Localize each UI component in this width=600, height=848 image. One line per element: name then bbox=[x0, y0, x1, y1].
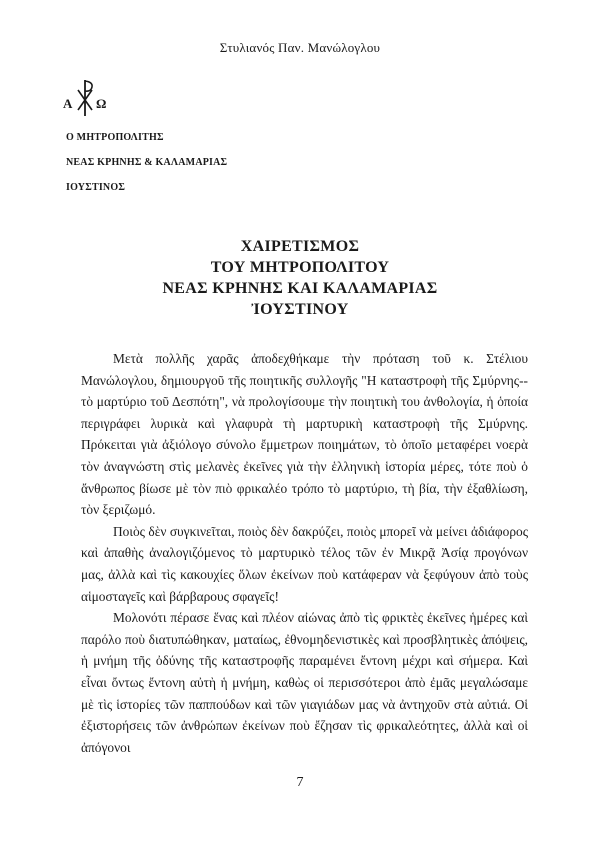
running-head: Στυλιανός Παν. Μανώλογλου bbox=[219, 40, 381, 55]
document-title bbox=[0, 236, 600, 320]
chi-rho-alpha-omega-emblem bbox=[60, 78, 110, 118]
title-line-4: ἸΟΥΣΤΙΝΟΥ bbox=[251, 301, 349, 318]
paragraph-2: Ποιὸς δὲν συγκινεῖται, ποιὸς δὲν δακρύζει, ποιὸς μπορεῖ νὰ μείνει ἀδιάφορος καὶ ἀπαθὴς ἀναλογιζόμενος τὸ μαρτυρικὸ τέλος τῶν ἐν Μικρᾷ Ἀσίᾳ προγόνων μας, ἀλλὰ καὶ τὶς κακουχίες ὅλων ἐκείνων ποὺ κατάφεραν νὰ ξεφύγουν ἀπὸ τοὺς αἱμοσταγεῖς καὶ βάρβαρους σφαγεῖς! bbox=[81, 523, 528, 604]
page-number: 7 bbox=[296, 775, 304, 790]
paragraph-3: Μολονότι πέρασε ἕνας καὶ πλέον αἰώνας ἀπὸ τὶς φρικτὲς ἐκεῖνες ἡμέρες καὶ παρόλο ποὺ διατυπώθηκαν, ματαίως, ἐθνομηδενιστικὲς καὶ προσβλητικὲς ἀπόψεις, ἡ μνήμη τῆς ὀδύνης τῆς καταστροφῆς παραμένει ἔντονη μέχρι καὶ σήμερα. Καὶ εἶναι ὄντως ἔντονη αὐτὴ ἡ μνήμη, καθὼς οἱ περισσότεροι ἀπὸ ἐμᾶς μεγαλώσαμε μὲ τὶς ἱστορίες τῶν παππούδων καὶ τῶν γιαγιάδων μας νὰ ἀντηχοῦν στὰ αὐτιά. Οἱ ἐξιστορήσεις τῶν ἀνθρώπων ἐκείνων ποὺ ἔζησαν τὶς φρικαλεότητες, ἀλλὰ καὶ οἱ ἀπόγονοι bbox=[81, 610, 528, 755]
body-text bbox=[81, 348, 528, 758]
sender-block bbox=[66, 132, 227, 207]
sender-name: ΙΟΥΣΤΙΝΟΣ bbox=[66, 182, 126, 193]
title-line-3: ΝΕΑΣ ΚΡΗΝΗΣ ΚΑΙ ΚΑΛΑΜΑΡΙΑΣ bbox=[162, 280, 438, 297]
sender-see: ΝΕΑΣ ΚΡΗΝΗΣ & ΚΑΛΑΜΑΡΙΑΣ bbox=[66, 157, 228, 168]
omega-letter: Ω bbox=[96, 96, 107, 111]
alpha-letter: Α bbox=[63, 96, 73, 111]
title-line-2: ΤΟΥ ΜΗΤΡΟΠΟΛΙΤΟΥ bbox=[210, 259, 390, 276]
title-line-1: ΧΑΙΡΕΤΙΣΜΟΣ bbox=[240, 238, 360, 255]
paragraph-1: Μετὰ πολλῆς χαρᾶς ἀποδεχθήκαμε τὴν πρόταση τοῦ κ. Στέλιου Μανώλογλου, δημιουργοῦ τῆς ποιητικῆς συλλογῆς "Η καταστροφὴ τῆς Σμύρνης-- τὸ μαρτύριο τοῦ Δεσπότη", νὰ προλογίσουμε τὴν ποιητικὴ του ἀνθολογία, ἡ ὁποία περιγράφει λυρικὰ καὶ γλαφυρὰ τὴ μαρτυρικὴ καταστροφὴ τῆς Σμύρνης. Πρόκειται γιὰ ἀξιόλογο σύνολο ἔμμετρων ποιημάτων, τὸ ὁποῖο μεταφέρει νοερὰ τὸν ἀναγνώστη στὶς μελανὲς ἐκεῖνες γιὰ τὴν ἑλληνικὴ ἱστορία μέρες, τότε ποὺ ὁ ἄνθρωπος βίωσε μὲ τὸν πιὸ φρικαλέο τρόπο τὸ μαρτύριο, τὴ βία, τὴν ἐξαθλίωση, τὸν ξεριζωμό. bbox=[81, 351, 528, 518]
sender-title: Ο ΜΗΤΡΟΠΟΛΙΤΗΣ bbox=[66, 132, 164, 143]
